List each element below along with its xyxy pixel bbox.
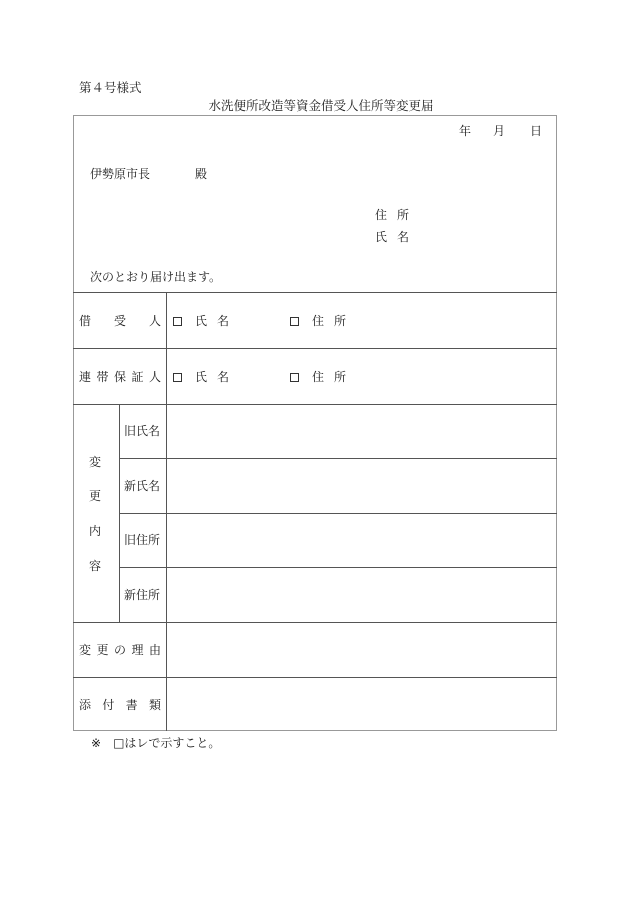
label-char: の	[113, 643, 126, 657]
footnote	[91, 737, 220, 749]
borrower-address-option[interactable]	[290, 315, 356, 327]
date-day-label: 日	[530, 124, 543, 138]
changes-label-char: 内	[88, 524, 101, 538]
borrower-name-option[interactable]	[173, 315, 239, 327]
footnote-text: □はレで示すこと。	[113, 736, 221, 750]
label-char: 連	[79, 370, 92, 384]
guarantor-label	[79, 371, 161, 383]
checkbox[interactable]	[290, 317, 299, 326]
label-char: 書	[125, 698, 138, 712]
checkbox[interactable]	[173, 317, 182, 326]
new-name-label: 新氏名	[124, 479, 161, 493]
borrower-label	[79, 315, 161, 327]
divider	[73, 404, 557, 405]
reason-field[interactable]	[170, 627, 552, 672]
divider	[73, 348, 557, 349]
label-char: 証	[131, 370, 144, 384]
label-char: 由	[148, 643, 161, 657]
reference-mark: ※	[91, 736, 102, 750]
date-year-label: 年	[459, 124, 472, 138]
option-label: 住所	[312, 370, 357, 384]
applicant-address-label: 住所	[375, 208, 420, 222]
old-name-label: 旧氏名	[124, 424, 161, 438]
divider	[119, 567, 557, 568]
divider	[73, 292, 557, 293]
guarantor-address-option[interactable]	[290, 371, 356, 383]
attachments-label	[79, 699, 161, 711]
checkbox[interactable]	[173, 373, 182, 382]
label-char: 人	[148, 314, 161, 328]
new-address-field[interactable]	[170, 573, 552, 617]
old-address-field[interactable]	[170, 518, 552, 562]
applicant-name-label: 氏名	[375, 230, 420, 244]
honorific: 殿	[195, 167, 208, 181]
checkbox[interactable]	[290, 373, 299, 382]
label-char: 類	[148, 698, 161, 712]
label-char: 保	[113, 370, 126, 384]
label-char: 変	[79, 643, 92, 657]
changes-label-char: 更	[88, 489, 101, 503]
old-name-field[interactable]	[170, 410, 552, 454]
divider	[73, 677, 557, 678]
divider	[119, 404, 120, 622]
declaration-text: 次のとおり届け出ます。	[90, 270, 222, 284]
label-char: 借	[79, 314, 92, 328]
divider	[73, 622, 557, 623]
label-char: 理	[131, 643, 144, 657]
divider	[166, 292, 167, 731]
guarantor-name-option[interactable]	[173, 371, 239, 383]
option-label: 住所	[312, 314, 357, 328]
date-month-label: 月	[493, 124, 506, 138]
changes-label-char: 変	[88, 455, 101, 469]
label-char: 更	[96, 643, 109, 657]
option-label: 氏名	[195, 370, 240, 384]
changes-label-char: 容	[88, 559, 101, 573]
divider	[119, 458, 557, 459]
reason-label	[79, 644, 161, 656]
new-name-field[interactable]	[170, 464, 552, 508]
form-number: 第４号様式	[79, 80, 142, 95]
label-char: 帯	[96, 370, 109, 384]
option-label: 氏名	[195, 314, 240, 328]
attachments-field[interactable]	[170, 682, 552, 727]
divider	[119, 513, 557, 514]
document-title: 水洗便所改造等資金借受人住所等変更届	[208, 98, 434, 113]
old-address-label: 旧住所	[124, 533, 161, 547]
label-char: 添	[79, 698, 92, 712]
new-address-label: 新住所	[124, 588, 161, 602]
label-char: 人	[148, 370, 161, 384]
label-char: 受	[113, 314, 126, 328]
label-char: 付	[102, 698, 115, 712]
addressee: 伊勢原市長	[90, 167, 151, 181]
